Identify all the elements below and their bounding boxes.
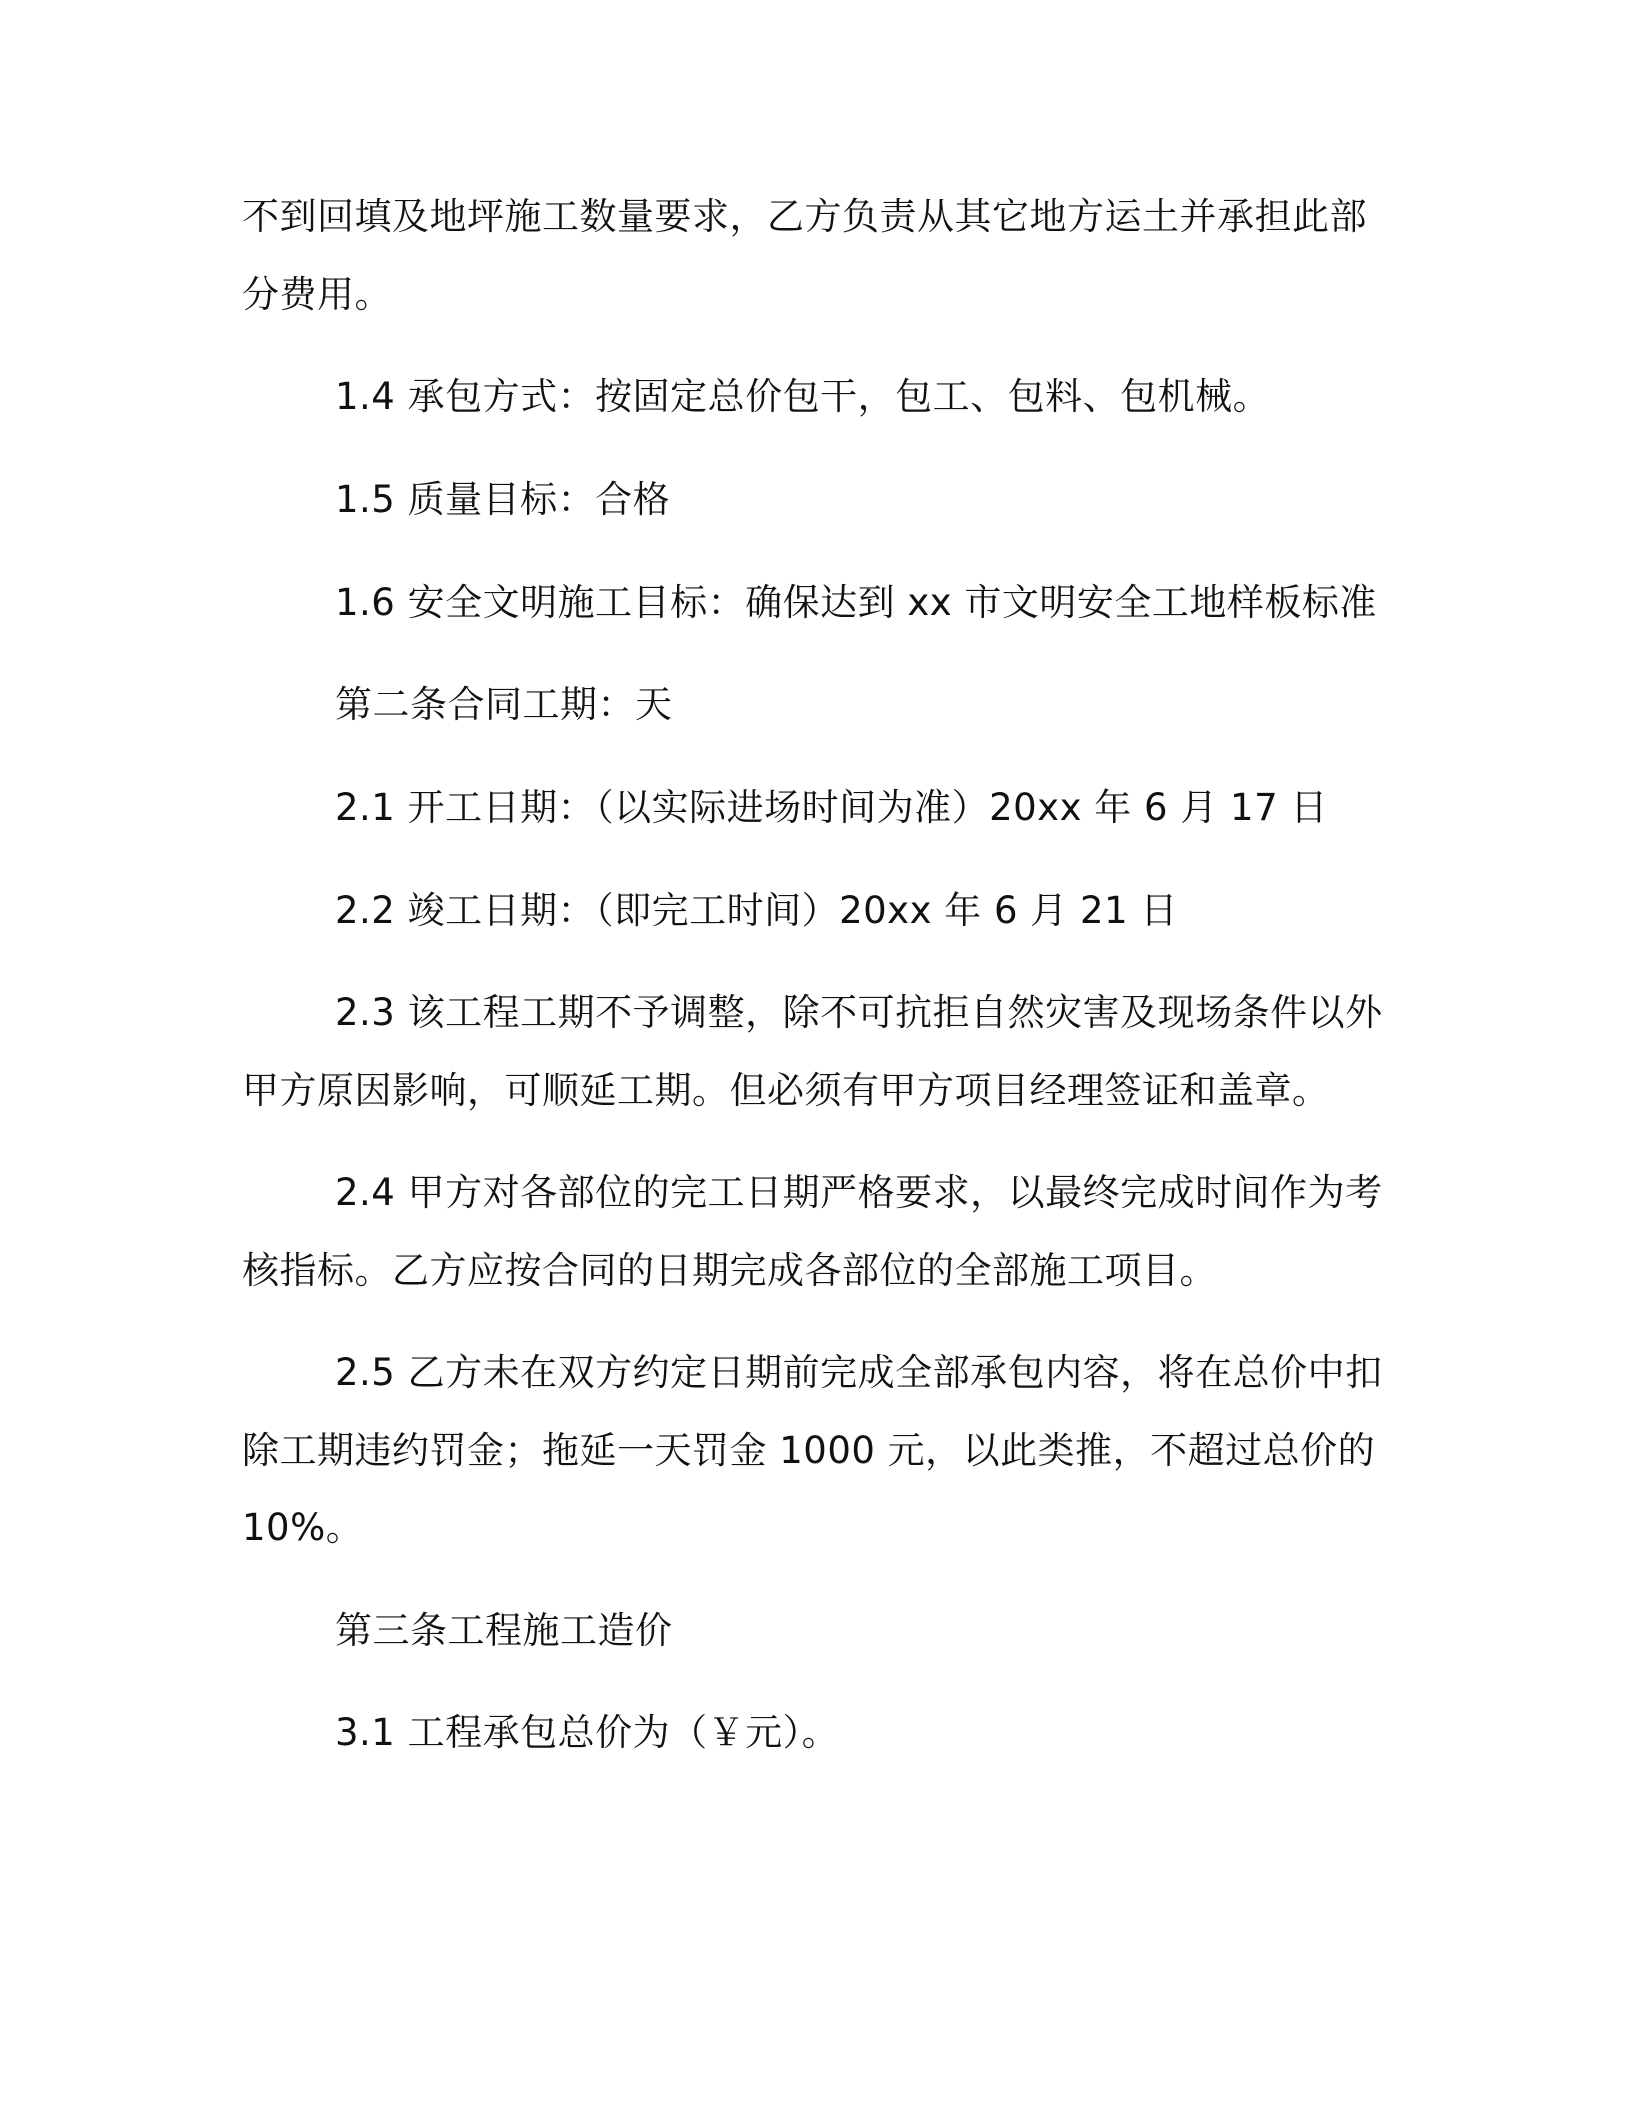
clause-2-5: 2.5 乙方未在双方约定日期前完成全部承包内容，将在总价中扣	[335, 1351, 1383, 1394]
clause-1-5: 1.5 质量目标：合格	[335, 478, 671, 521]
clause-2-1: 2.1 开工日期：（以实际进场时间为准）20xx 年 6 月 17 日	[335, 786, 1328, 829]
clause-1-4: 1.4 承包方式：按固定总价包干，包工、包料、包机械。	[335, 375, 1271, 418]
clause-2-3: 2.3 该工程工期不予调整，除不可抗拒自然灾害及现场条件以外	[335, 991, 1383, 1034]
paragraph-line: 甲方原因影响，可顺延工期。但必须有甲方项目经理签证和盖章。	[242, 1069, 1330, 1112]
paragraph-line: 10%。	[242, 1506, 364, 1549]
clause-1-6: 1.6 安全文明施工目标：确保达到 xx 市文明安全工地样板标准	[335, 581, 1377, 624]
article-2-heading: 第二条合同工期：天	[335, 683, 673, 726]
paragraph-line: 除工期违约罚金；拖延一天罚金 1000 元，以此类推，不超过总价的	[242, 1429, 1376, 1472]
article-3-heading: 第三条工程施工造价	[335, 1609, 673, 1652]
clause-3-1: 3.1 工程承包总价为（￥元）。	[335, 1711, 840, 1754]
clause-2-4: 2.4 甲方对各部位的完工日期严格要求，以最终完成时间作为考	[335, 1171, 1383, 1214]
paragraph-line: 核指标。乙方应按合同的日期完成各部位的全部施工项目。	[242, 1249, 1217, 1292]
paragraph-line: 分费用。	[242, 273, 392, 316]
paragraph-line: 不到回填及地坪施工数量要求，乙方负责从其它地方运土并承担此部	[242, 195, 1367, 238]
clause-2-2: 2.2 竣工日期：（即完工时间）20xx 年 6 月 21 日	[335, 889, 1178, 932]
